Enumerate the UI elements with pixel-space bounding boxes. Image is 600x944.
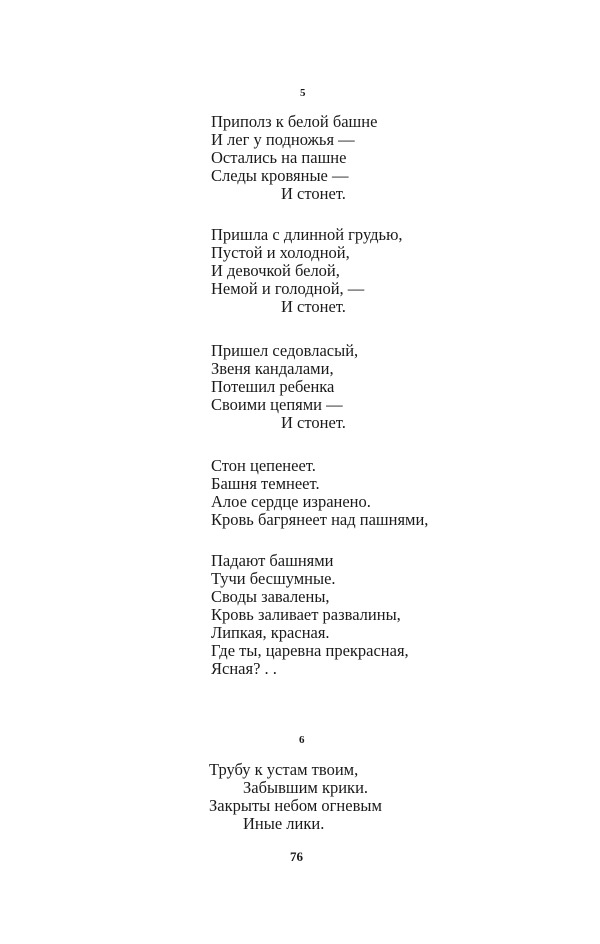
section-number-5: 5 [300, 87, 306, 99]
refrain-line: И стонет. [281, 297, 346, 316]
poem-line: Своими цепями — [211, 395, 343, 414]
poem-line: Алое сердце изранено. [211, 492, 371, 511]
poem-line: Кровь багрянеет над пашнями, [211, 510, 429, 529]
poem-line: Иные лики. [243, 814, 325, 833]
poem-line: Кровь заливает развалины, [211, 605, 401, 624]
poem-line: Пришел седовласый, [211, 341, 359, 360]
poem-line: Следы кровяные — [211, 166, 349, 185]
stanza-5 [211, 552, 409, 678]
poem-line: Трубу к устам твоим, [209, 760, 359, 779]
poem-line: Липкая, красная. [211, 623, 330, 642]
poem-line: Закрыты небом огневым [209, 796, 382, 815]
stanza-1 [211, 113, 377, 203]
poem-line: Своды завалены, [211, 587, 330, 606]
poem-line: Пустой и холодной, [211, 243, 350, 262]
poem-line: Приполз к белой башне [211, 112, 378, 131]
page-number: 76 [290, 849, 303, 864]
poem-line: Звеня кандалами, [211, 359, 334, 378]
poem-line: Стон цепенеет. [211, 456, 316, 475]
poem-line: Тучи бесшумные. [211, 569, 336, 588]
stanza-3 [211, 342, 358, 432]
poem-line: Немой и голодной, — [211, 279, 365, 298]
poem-line: Забывшим крики. [243, 778, 369, 797]
poem-line: Остались на пашне [211, 148, 347, 167]
stanza-2 [211, 226, 403, 316]
section-number-6: 6 [299, 734, 305, 746]
poem-line: Где ты, царевна прекрасная, [211, 641, 409, 660]
poem-line: Падают башнями [211, 551, 334, 570]
section-6-stanza [209, 761, 382, 833]
refrain-line: И стонет. [281, 413, 346, 432]
poem-line: Потешил ребенка [211, 377, 335, 396]
poem-line: Ясная? . . [211, 659, 277, 678]
poem-line: И девочкой белой, [211, 261, 340, 280]
poem-line: Пришла с длинной грудью, [211, 225, 403, 244]
refrain-line: И стонет. [281, 184, 346, 203]
poem-line: И лег у подножья — [211, 130, 355, 149]
stanza-4 [211, 457, 428, 529]
poem-line: Башня темнеет. [211, 474, 320, 493]
